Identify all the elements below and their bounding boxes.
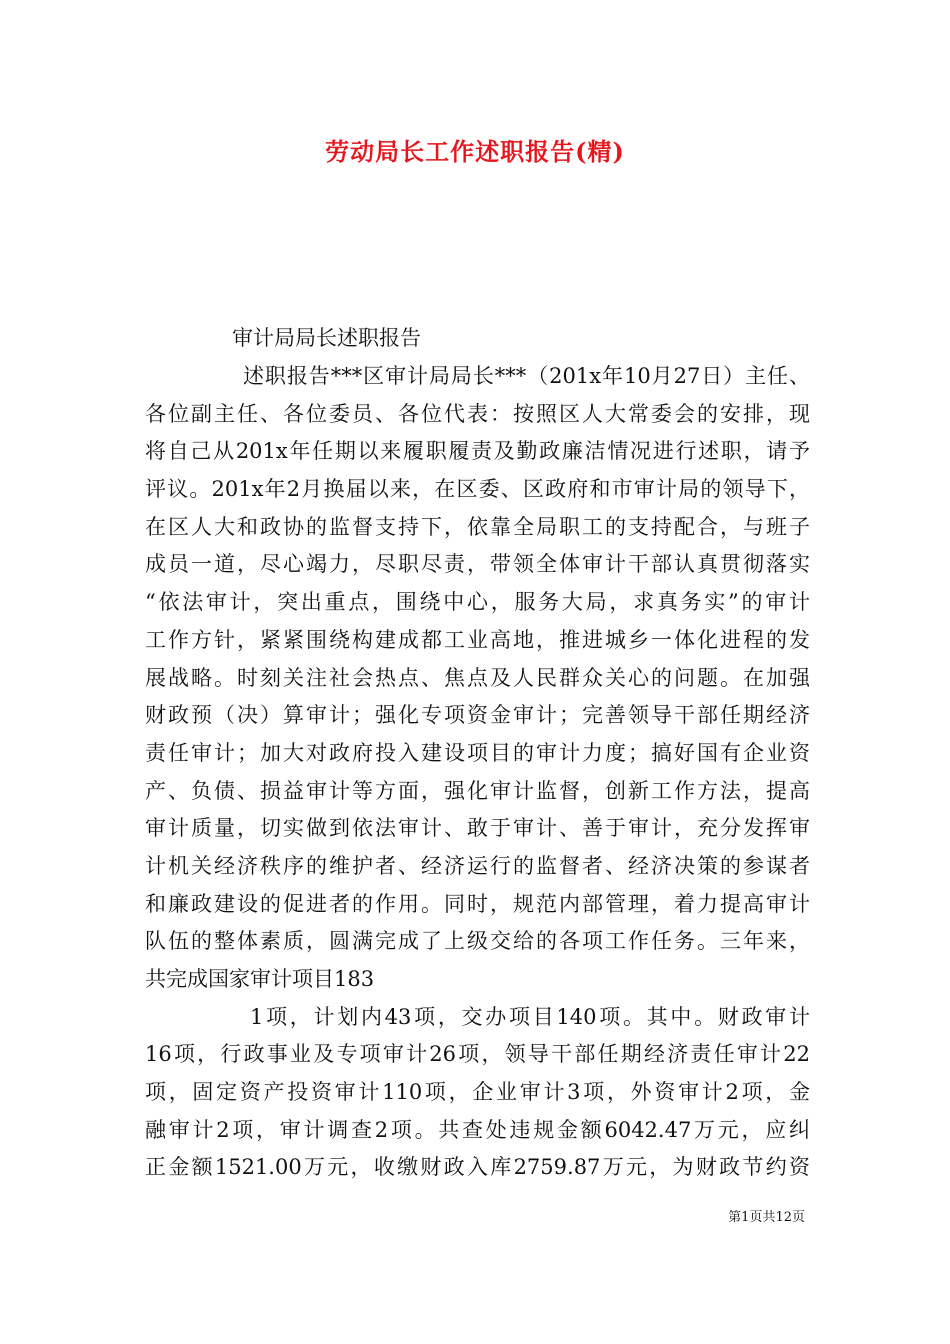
text-line: 述职报告***区审计局局长***（201x年10月27日）主任、 [243,364,810,388]
text-line: 成员一道，尽心竭力，尽职尽责，带领全体审计干部认真贯彻落实 [145,552,810,577]
text-line: 展战略。时刻关注社会热点、焦点及人民群众关心的问题。在加强 [145,665,810,690]
text-line: 在区人大和政协的监督支持下，依靠全局职工的支持配合，与班子 [145,514,810,539]
text-line: 计机关经济秩序的维护者、经济运行的监督者、经济决策的参谋者 [145,853,810,878]
document-title: 劳动局长工作述职报告(精) [325,137,625,166]
text-line: 队伍的整体素质，圆满完成了上级交给的各项工作任务。三年来， [145,929,810,954]
text-line: “依法审计，突出重点，围绕中心，服务大局，求真务实”的审计 [145,590,810,615]
text-line: 产、负债、损益审计等方面，强化审计监督，创新工作方法，提高 [145,778,810,803]
text-line: 各位副主任、各位委员、各位代表：按照区人大常委会的安排，现 [145,401,810,426]
text-line: 责任审计；加大对政府投入建设项目的审计力度；搞好国有企业资 [145,740,810,765]
text-line: 评议。201x年2月换届以来，在区委、区政府和市审计局的领导下， [145,477,810,502]
text-line: 将自己从201x年任期以来履职履责及勤政廉洁情况进行述职，请予 [145,439,810,464]
page-number: 第1页共12页 [728,1210,805,1225]
text-line: 项，固定资产投资审计110项，企业审计3项，外资审计2项，金 [145,1080,810,1105]
text-line: 审计质量，切实做到依法审计、敢于审计、善于审计，充分发挥审 [145,816,810,841]
text-line: 融审计2项，审计调查2项。共查处违规金额6042.47万元，应纠 [145,1117,810,1142]
text-line: 16项，行政事业及专项审计26项，领导干部任期经济责任审计22 [145,1042,810,1067]
text-line: 工作方针，紧紧围绕构建成都工业高地，推进城乡一体化进程的发 [145,627,810,652]
text-line: 共完成国家审计项目183 [145,967,375,991]
paragraph-2 [145,999,810,1187]
paragraph-1 [145,358,810,999]
text-line: 正金额1521.00万元，收缴财政入库2759.87万元，为财政节约资 [145,1155,810,1180]
text-line: 和廉政建设的促进者的作用。同时，规范内部管理，着力提高审计 [145,891,810,916]
document-subtitle: 审计局局长述职报告 [232,326,421,350]
text-line: 1项，计划内43项，交办项目140项。其中。财政审计 [250,1004,810,1029]
text-line: 财政预（决）算审计；强化专项资金审计；完善领导干部任期经济 [145,703,810,728]
body-text [145,358,810,1187]
